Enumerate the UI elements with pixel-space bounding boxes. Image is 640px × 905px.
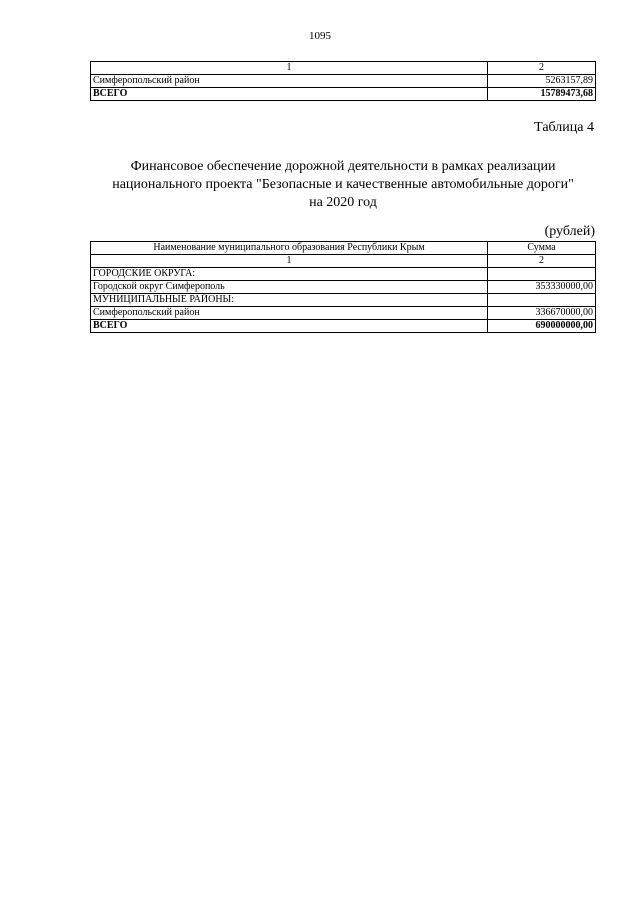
column-number-1: 1	[91, 62, 488, 75]
section-label-city-districts: ГОРОДСКИЕ ОКРУГА:	[91, 268, 488, 281]
column-number-2: 2	[488, 255, 596, 268]
table-title-line-2: национального проекта "Безопасные и качественные автомобильные дороги"	[112, 177, 574, 192]
row-amount: 336670000,00	[488, 307, 596, 320]
table-row	[91, 75, 596, 88]
section-row	[91, 294, 596, 307]
table-row	[91, 281, 596, 294]
column-number-row	[91, 62, 596, 75]
row-name: Симферопольский район	[91, 75, 488, 88]
total-amount: 15789473,68	[488, 88, 596, 101]
row-name: Симферопольский район	[91, 307, 488, 320]
total-row	[91, 88, 596, 101]
total-label: ВСЕГО	[91, 320, 488, 333]
header-name: Наименование муниципального образования Республики Крым	[91, 242, 488, 255]
table-4	[90, 241, 596, 333]
header-amount: Сумма	[488, 242, 596, 255]
table-number-label: Таблица 4	[534, 120, 594, 135]
column-number-2: 2	[488, 62, 596, 75]
column-number-row	[91, 255, 596, 268]
section-amount-empty	[488, 268, 596, 281]
row-amount: 353330000,00	[488, 281, 596, 294]
section-row	[91, 268, 596, 281]
table-title-line-1: Финансовое обеспечение дорожной деятельности в рамках реализации	[130, 159, 556, 174]
row-amount: 5263157,89	[488, 75, 596, 88]
total-row	[91, 320, 596, 333]
table-row	[91, 307, 596, 320]
total-label: ВСЕГО	[91, 88, 488, 101]
table-title-line-3: на 2020 год	[309, 195, 377, 210]
total-amount: 690000000,00	[488, 320, 596, 333]
section-label-municipal-districts: МУНИЦИПАЛЬНЫЕ РАЙОНЫ:	[91, 294, 488, 307]
page-number: 1095	[309, 30, 331, 42]
table-title	[60, 158, 626, 212]
header-row	[91, 242, 596, 255]
row-name: Городской округ Симферополь	[91, 281, 488, 294]
section-amount-empty	[488, 294, 596, 307]
column-number-1: 1	[91, 255, 488, 268]
continued-table	[90, 61, 596, 101]
unit-label: (рублей)	[544, 224, 595, 239]
